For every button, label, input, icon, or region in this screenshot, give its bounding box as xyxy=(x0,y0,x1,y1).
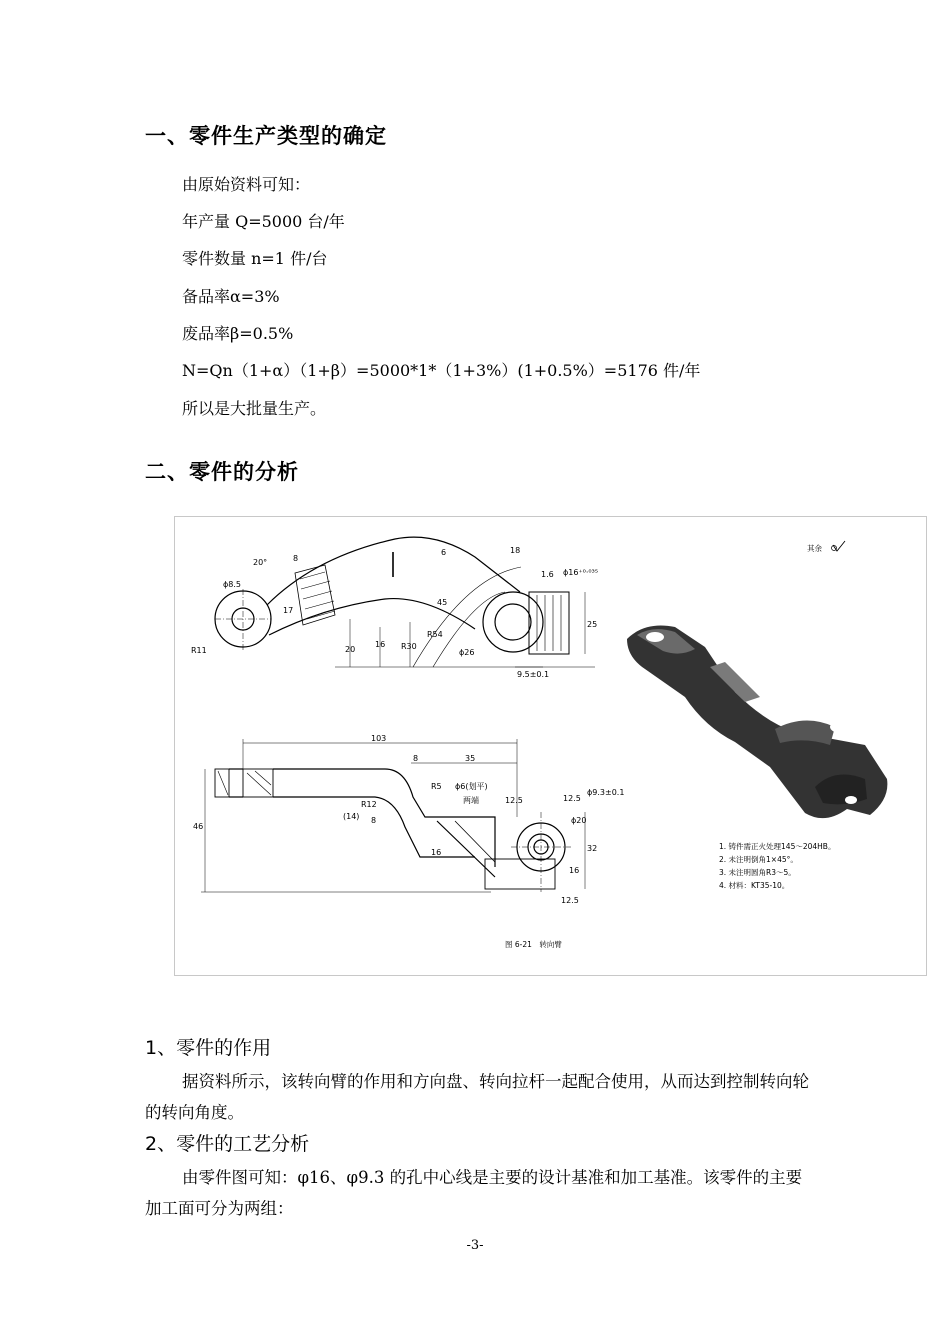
formula-line: N=Qn（1+α）（1+β）=5000*1*（1+3%）(1+0.5%）=5176 件/年 xyxy=(182,361,701,380)
dim-label: 32 xyxy=(587,844,598,853)
text-line: 年产量 Q=5000 台/年 xyxy=(182,212,345,231)
dim-label: 20° xyxy=(253,558,268,567)
text-line: 所以是大批量生产。 xyxy=(182,399,327,418)
dim-label: 16 xyxy=(431,848,442,857)
dim-label: 8 xyxy=(293,554,299,563)
dim-label: R11 xyxy=(191,646,207,655)
dim-label: 16 xyxy=(569,866,580,875)
roughness-note: 其余 xyxy=(807,544,822,553)
dim-label: ϕ6(划平) xyxy=(455,782,488,791)
dim-label: 45 xyxy=(437,598,448,607)
dim-label: 35 xyxy=(465,754,476,763)
subsection2-text: 由零件图可知：φ16、φ9.3 的孔中心线是主要的设计基准和加工基准。该零件的主要加工面可分为两组： xyxy=(145,1168,803,1218)
dim-label: (14) xyxy=(343,812,360,821)
dim-label: 12.5 xyxy=(561,896,579,905)
dim-label: ϕ16⁺⁰·⁰³⁵ xyxy=(563,568,599,577)
tech-note: 4. 材料：KT35-10。 xyxy=(719,881,790,890)
page-number: -3- xyxy=(466,1238,484,1253)
dim-label: 两端 xyxy=(463,796,479,805)
dim-label: 12.5 xyxy=(563,794,581,803)
dim-label: ϕ20 xyxy=(571,816,587,825)
figure-caption: 图 6-21 转向臂 xyxy=(505,940,562,949)
section2-title: 二、零件的分析 xyxy=(145,460,299,484)
part-drawing-figure xyxy=(174,516,927,976)
subsection2-title: 2、零件的工艺分析 xyxy=(145,1133,310,1155)
dim-label: 12.5 xyxy=(505,796,523,805)
dim-label: 9.5±0.1 xyxy=(517,670,550,679)
dim-label: 16 xyxy=(375,640,386,649)
dim-label: 103 xyxy=(371,734,387,743)
dim-label: 46 xyxy=(193,822,204,831)
dim-label: R5 xyxy=(431,782,442,791)
subsection1-title: 1、零件的作用 xyxy=(145,1037,272,1059)
tech-note: 1. 铸件需正火处理145～204HB。 xyxy=(719,842,836,851)
dim-label: 6 xyxy=(441,548,447,557)
dim-label: ϕ26 xyxy=(459,648,475,657)
text-line: 备品率α=3% xyxy=(182,287,280,306)
dim-label: ϕ8.5 xyxy=(223,580,241,589)
right-hole xyxy=(495,604,531,640)
dim-label: 1.6 xyxy=(541,570,554,579)
tech-note: 2. 未注明倒角1×45°。 xyxy=(719,855,798,864)
tech-note: 3. 未注明圆角R3～5。 xyxy=(719,868,796,877)
dim-label: 18 xyxy=(510,546,521,555)
subsection1-text: 据资料所示，该转向臂的作用和方向盘、转向拉杆一起配合使用，从而达到控制转向轮的转向角度。 xyxy=(145,1072,809,1122)
technical-drawing xyxy=(175,517,926,975)
part-photo xyxy=(627,626,887,819)
dim-label: 25 xyxy=(587,620,598,629)
text-line: 由原始资料可知： xyxy=(182,175,311,194)
dim-label: R12 xyxy=(361,800,377,809)
dim-label: R54 xyxy=(427,630,443,639)
text-line: 零件数量 n=1 件/台 xyxy=(182,249,328,268)
dim-label: R30 xyxy=(401,642,417,651)
section1-title: 一、零件生产类型的确定 xyxy=(145,124,387,148)
dim-label: 8 xyxy=(371,816,377,825)
text-line: 废品率β=0.5% xyxy=(182,324,294,343)
right-boss-outline xyxy=(483,592,543,652)
dim-label: ϕ9.3±0.1 xyxy=(587,788,625,797)
dim-label: 8 xyxy=(413,754,419,763)
dim-label: 17 xyxy=(283,606,294,615)
dim-label: 20 xyxy=(345,645,356,654)
